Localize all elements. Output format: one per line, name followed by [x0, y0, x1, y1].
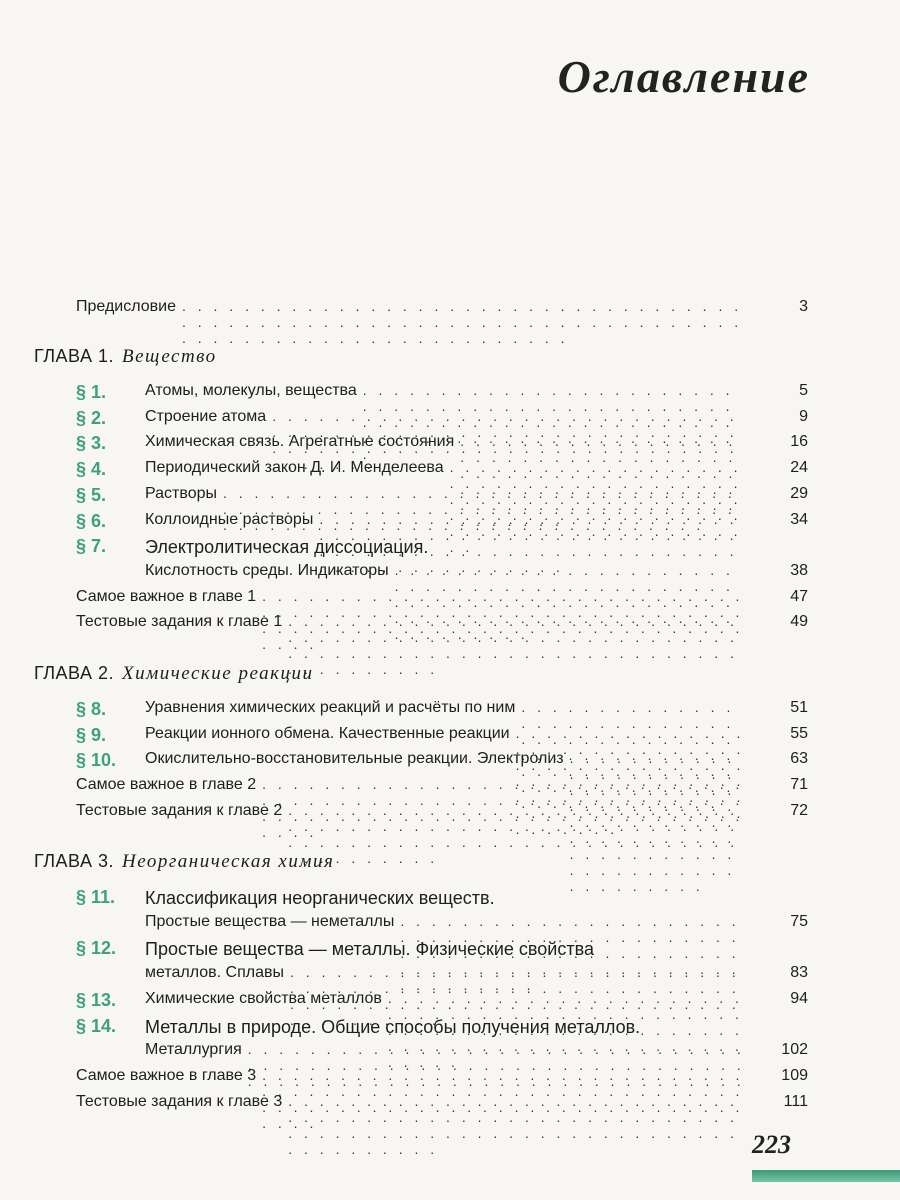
section-number: § 7. — [76, 536, 107, 557]
entry-page: 16 — [790, 433, 808, 451]
entry-title: Тестовые задания к главе 1 — [76, 613, 283, 631]
entry-page: 5 — [799, 382, 808, 399]
entry-page: 72 — [790, 801, 808, 819]
preface-entry — [76, 298, 808, 346]
entry-title: Химическая связь. Агрегатные состояния — [145, 433, 455, 451]
entry-page: 63 — [790, 750, 808, 768]
section-number: § 3. — [76, 433, 107, 454]
entry-page: 55 — [790, 724, 808, 742]
entry-page: 83 — [790, 964, 808, 982]
section-number: § 12. — [76, 938, 117, 959]
entry-title: Простые вещества — неметаллы — [145, 912, 395, 930]
entry-page: 47 — [790, 587, 808, 605]
entry-title: Самое важное в главе 2 — [76, 776, 257, 794]
entry-title: Атомы, молекулы, вещества — [145, 382, 357, 399]
chapter-label: ГЛАВА 3. — [34, 851, 114, 871]
section-number: § 1. — [76, 382, 107, 402]
entry-page: 3 — [799, 298, 808, 315]
entry-title: Самое важное в главе 3 — [76, 1066, 257, 1084]
section-number: § 11. — [76, 887, 116, 907]
section-number: § 8. — [76, 699, 107, 719]
entry-page: 94 — [790, 989, 808, 1007]
chapter-heading — [34, 662, 874, 685]
entry-page: 51 — [790, 699, 808, 716]
chapter-heading — [34, 850, 874, 873]
entry-title: Тестовые задания к главе 2 — [76, 801, 283, 819]
entry-title: Периодический закон Д. И. Менделеева — [145, 459, 444, 477]
section-number: § 13. — [76, 989, 117, 1010]
section-title-line: Простые вещества — металлы. Физические свойства — [145, 939, 594, 960]
entry-page: 109 — [781, 1066, 808, 1084]
section-number: § 10. — [76, 750, 117, 771]
section-number: § 6. — [76, 510, 107, 531]
entry-title: Самое важное в главе 1 — [76, 587, 257, 605]
section-number: § 2. — [76, 407, 107, 428]
page-number: 223 — [752, 1130, 791, 1159]
chapter-extra-entry — [76, 1093, 808, 1157]
entry-title: Окислительно-восстановительные реакции. Электролиз — [145, 750, 564, 768]
entry-page: 111 — [783, 1092, 808, 1110]
chapter-label: ГЛАВА 1. — [34, 346, 114, 366]
entry-page: 71 — [790, 776, 808, 794]
entry-page: 9 — [799, 407, 808, 425]
section-number: § 4. — [76, 459, 107, 480]
entry-page: 38 — [790, 561, 808, 579]
entry-title: Химические свойства металлов — [145, 989, 382, 1007]
chapter-label: ГЛАВА 2. — [34, 663, 114, 683]
entry-page: 34 — [790, 510, 808, 528]
chapter-heading — [34, 345, 874, 368]
leader-dots — [288, 1093, 748, 1157]
section-number: § 14. — [76, 1015, 117, 1036]
entry-page: 75 — [790, 912, 808, 930]
entry-title: Коллоидные растворы — [145, 510, 314, 528]
section-title-line: Классификация неорганических веществ. — [145, 888, 495, 908]
chapter-title: Химические реакции — [121, 663, 314, 684]
entry-page: 29 — [790, 484, 808, 502]
leader-dots — [182, 298, 748, 346]
entry-page: 102 — [781, 1041, 808, 1059]
entry-title: Уравнения химических реакций и расчёты по ним — [145, 699, 516, 716]
section-number: § 5. — [76, 484, 107, 505]
section-title-line: Металлы в природе. Общие способы получения металлов. — [145, 1016, 641, 1037]
page-title: Оглавление — [557, 51, 810, 102]
entry-title: металлов. Сплавы — [145, 964, 285, 982]
entry-title: Предисловие — [76, 298, 176, 315]
entry-page: 24 — [790, 459, 808, 477]
entry-title: Растворы — [145, 484, 217, 502]
entry-page: 49 — [790, 613, 808, 631]
entry-title: Металлургия — [145, 1041, 242, 1059]
entry-title: Тестовые задания к главе 3 — [76, 1092, 283, 1110]
entry-title: Кислотность среды. Индикаторы — [145, 561, 389, 579]
chapter-title: Вещество — [121, 346, 217, 367]
section-number: § 9. — [76, 724, 107, 745]
footer-accent-bar — [752, 1170, 900, 1182]
entry-title: Реакции ионного обмена. Качественные реакции — [145, 724, 510, 742]
section-title-line: Электролитическая диссоциация. — [145, 537, 429, 558]
entry-title: Строение атома — [145, 407, 267, 425]
chapter-title: Неорганическая химия — [121, 851, 335, 872]
